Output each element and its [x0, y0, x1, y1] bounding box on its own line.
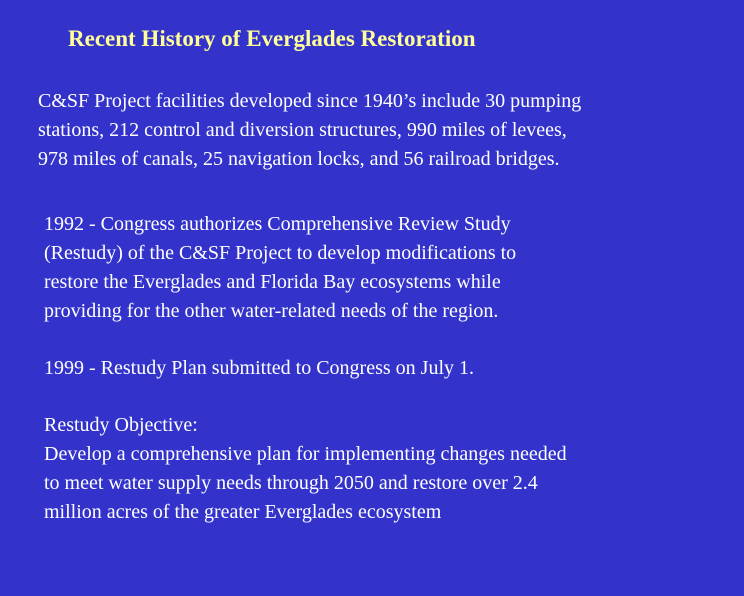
text-line: 978 miles of canals, 25 navigation locks, and 56 railroad bridges.: [38, 148, 560, 170]
text-line: million acres of the greater Everglades ecosystem: [44, 501, 442, 523]
slide-title: Recent History of Everglades Restoration: [68, 26, 476, 51]
restudy-1999-paragraph: [44, 354, 474, 383]
text-line: restore the Everglades and Florida Bay ecosystems while: [44, 271, 501, 293]
text-line: 1992 - Congress authorizes Comprehensive Review Study: [44, 213, 511, 235]
text-line: C&SF Project facilities developed since 1940’s include 30 pumping: [38, 90, 582, 112]
restudy-objective-paragraph: [44, 411, 567, 527]
text-line: Restudy Objective:: [44, 414, 198, 436]
restudy-1992-paragraph: [44, 210, 516, 326]
text-line: stations, 212 control and diversion structures, 990 miles of levees,: [38, 119, 567, 141]
text-line: 1999 - Restudy Plan submitted to Congress on July 1.: [44, 357, 474, 379]
text-line: providing for the other water-related needs of the region.: [44, 300, 499, 322]
text-line: Develop a comprehensive plan for implementing changes needed: [44, 443, 567, 465]
text-line: to meet water supply needs through 2050 and restore over 2.4: [44, 472, 538, 494]
text-line: (Restudy) of the C&SF Project to develop modifications to: [44, 242, 517, 264]
facilities-paragraph: [38, 87, 581, 174]
